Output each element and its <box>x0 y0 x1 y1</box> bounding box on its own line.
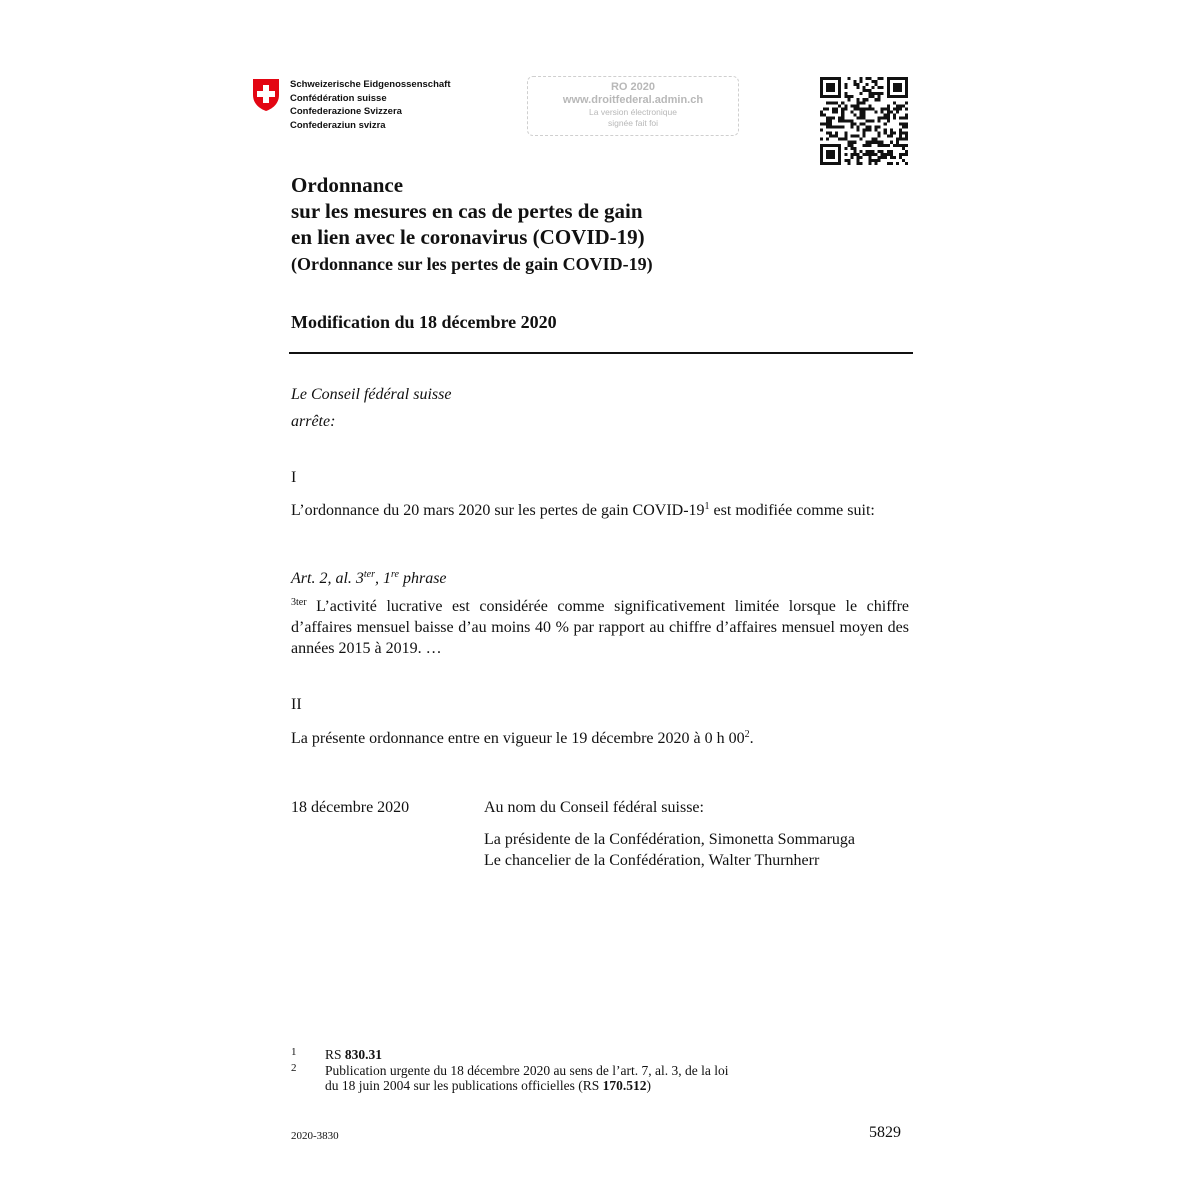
swiss-cross-shield-icon <box>252 78 280 112</box>
title-line-3: en lien avec le coronavirus (COVID-19) <box>291 225 645 249</box>
stamp-ro-label: RO 2020 <box>610 81 656 93</box>
confederation-name-fr: Confédération suisse <box>290 92 387 104</box>
footnote-ref-1[interactable]: 1 <box>704 501 710 512</box>
footnote-1-text <box>325 1047 382 1062</box>
footnote-1-prefix: RS <box>325 1047 345 1062</box>
title-line-2: sur les mesures en cas de pertes de gain <box>291 199 643 223</box>
footnote-1-rs-ref: 830.31 <box>344 1047 383 1062</box>
stamp-note-line1: La version électronique <box>589 107 677 117</box>
decree-verb: arrête: <box>291 413 336 430</box>
official-publication-stamp <box>527 76 739 136</box>
entry-into-force-paragraph <box>291 728 754 749</box>
confederation-name-de: Schweizerische Eidgenossenschaft <box>290 79 451 90</box>
article-text: L’activité lucrative est considérée comme significativement limitée lorsque le chiffre d’affaires mensuel baisse d’au moins 40 % par rapport au chiffre d’affaires mensuel moyen des années 2015 à 2019. … <box>291 598 909 657</box>
article-heading-mid: , 1 <box>375 570 391 587</box>
footnote-2-text <box>325 1063 729 1093</box>
chancellor-signatory: Le chancelier de la Confédération, Walter Thurnherr <box>484 852 820 869</box>
article-heading-suffix: phrase <box>398 570 447 587</box>
footnote-2-rs-ref: 170.512 <box>602 1078 647 1093</box>
article-heading-sup-re: re <box>391 569 399 580</box>
article-text-paragraph <box>291 596 909 659</box>
confederation-name-block <box>290 78 451 132</box>
article-heading <box>291 568 447 589</box>
article-heading-prefix: Art. 2, al. 3 <box>291 570 364 587</box>
section-number-1: I <box>291 469 297 486</box>
stamp-note-line2: signée fait foi <box>607 118 659 128</box>
signature-date: 18 décembre 2020 <box>291 799 410 816</box>
title-divider <box>289 352 913 354</box>
entry-into-force-text: La présente ordonnance entre en vigueur le 19 décembre 2020 à 0 h 00 <box>291 730 745 747</box>
amendment-intro-end: est modifiée comme suit: <box>709 502 875 519</box>
footnote-2-line-1: Publication urgente du 18 décembre 2020 au sens de l’art. 7, al. 3, de la loi <box>325 1063 729 1078</box>
footnote-2-line-2-end: ) <box>646 1078 651 1093</box>
qr-code-icon <box>820 77 908 165</box>
document-number: 2020-3830 <box>291 1130 339 1142</box>
stamp-website: www.droitfederal.admin.ch <box>562 94 704 106</box>
confederation-name-rm: Confederaziun svizra <box>290 119 386 131</box>
issuing-authority: Le Conseil fédéral suisse <box>291 386 452 403</box>
on-behalf-line: Au nom du Conseil fédéral suisse: <box>484 799 704 816</box>
alinea-number: 3ter <box>291 597 307 608</box>
footnote-2-number: 2 <box>291 1062 297 1074</box>
ordinance-title <box>291 172 645 250</box>
footnote-2-line-2-prefix: du 18 juin 2004 sur les publications officielles (RS <box>325 1078 603 1093</box>
footnote-1-number: 1 <box>291 1046 297 1058</box>
section-number-2: II <box>291 696 302 713</box>
title-line-1: Ordonnance <box>291 173 404 197</box>
short-title: (Ordonnance sur les pertes de gain COVID-19) <box>291 254 653 274</box>
amendment-intro-text: L’ordonnance du 20 mars 2020 sur les pertes de gain COVID-19 <box>291 502 705 519</box>
entry-into-force-end: . <box>749 730 754 747</box>
footnote-ref-2[interactable]: 2 <box>744 729 750 740</box>
confederation-name-it: Confederazione Svizzera <box>290 106 402 117</box>
modification-date-heading: Modification du 18 décembre 2020 <box>291 312 557 332</box>
footnote-2-line-2 <box>325 1078 729 1093</box>
amendment-intro-paragraph <box>291 500 909 521</box>
article-heading-sup-ter: ter <box>363 569 375 580</box>
president-signatory: La présidente de la Confédération, Simonetta Sommaruga <box>484 831 855 848</box>
page-number: 5829 <box>869 1124 901 1141</box>
